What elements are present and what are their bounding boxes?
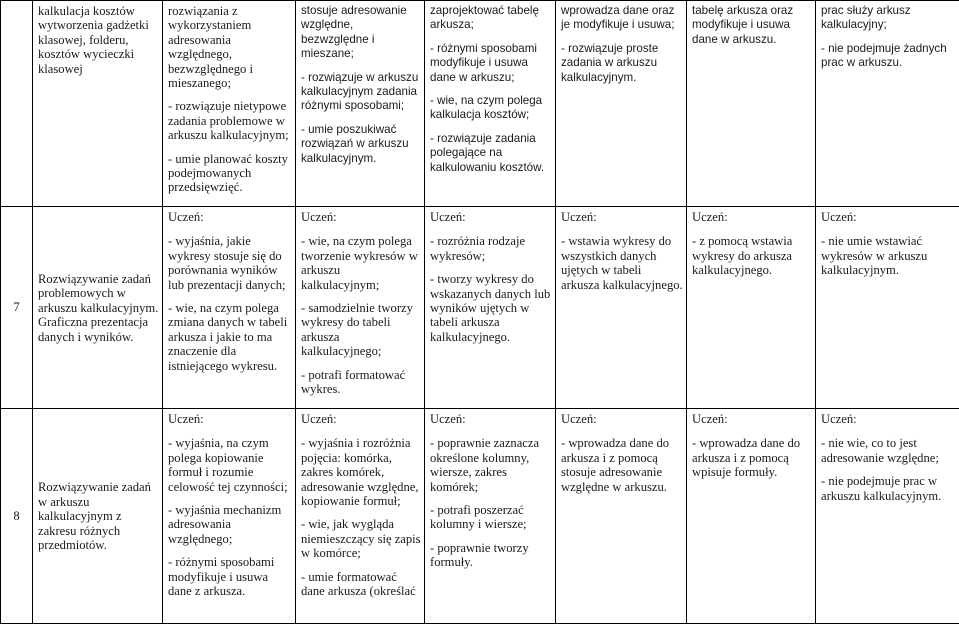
uczen-label: Uczeń: [168, 412, 292, 426]
criteria-item: - rozróżnia rodzaje wykresów; [430, 234, 552, 263]
criteria-item: tabelę arkusza oraz modyfikuje i usuwa dane w arkuszu. [692, 4, 812, 47]
criteria-item: wprowadza dane oraz je modyfikuje i usuwa; [561, 4, 683, 33]
uczen-label: Uczeń: [168, 210, 292, 224]
grade-cell-niedostateczna [816, 207, 959, 409]
criteria-item: - wyjaśnia i rozróżnia pojęcia: komórka, zakres komórek, adresowanie względne, kopiowanie formuł; [301, 436, 421, 508]
topic-text: Rozwiązywanie zadań w arkuszu kalkulacyjnym z zakresu różnych przedmiotów. [38, 480, 159, 552]
uczen-label: Uczeń: [561, 210, 683, 224]
grade-cell-dostateczna [556, 409, 687, 624]
criteria-item: - wyjaśnia, na czym polega kopiowanie formuł i rozumie celowość tej czynności; [168, 436, 292, 494]
criteria-item: - wie, na czym polega tworzenie wykresów w arkuszu kalkulacyjnym; [301, 234, 421, 292]
criteria-item: - tworzy wykresy do wskazanych danych lub wyników ujętych w tabeli arkusza kalkulacyjnego. [430, 272, 552, 344]
criteria-item: - z pomocą wstawia wykresy do arkusza kalkulacyjnego. [692, 234, 812, 277]
grade-cell-bardzo-dobra [296, 207, 425, 409]
uczen-label: Uczeń: [821, 412, 956, 426]
grade-cell-bardzo-dobra [296, 1, 425, 207]
uczen-label: Uczeń: [692, 210, 812, 224]
uczen-label: Uczeń: [821, 210, 956, 224]
uczen-label: Uczeń: [430, 412, 552, 426]
criteria-item: zaprojektować tabelę arkusza; [430, 4, 552, 33]
criteria-item: - wprowadza dane do arkusza i z pomocą wpisuje formuły. [692, 436, 812, 479]
grade-cell-dopuszczajaca [687, 207, 816, 409]
row-number [1, 1, 33, 207]
topic-cell [33, 1, 163, 207]
criteria-item: - różnymi sposobami modyfikuje i usuwa dane z arkusza. [168, 555, 292, 598]
criteria-item: - umie formatować dane arkusza (określać [301, 570, 421, 599]
criteria-item: - wie, na czym polega zmiana danych w tabeli arkusza i jakie to ma znaczenie dla istniejącego wykresu. [168, 301, 292, 373]
criteria-item: - wstawia wykresy do wszystkich danych ujętych w tabeli arkusza kalkulacyjnego. [561, 234, 683, 292]
criteria-item: - rozwiązuje w arkuszu kalkulacyjnym zadania różnymi sposobami; [301, 71, 421, 114]
uczen-label: Uczeń: [301, 412, 421, 426]
criteria-item: - wyjaśnia mechanizm adresowania względnego; [168, 503, 292, 546]
criteria-item: - różnymi sposobami modyfikuje i usuwa dane w arkuszu; [430, 42, 552, 85]
criteria-item: - nie umie wstawiać wykresów w arkuszu kalkulacyjnym. [821, 234, 956, 277]
criteria-item: - wyjaśnia, jakie wykresy stosuje się do porównania wyników lub prezentacji danych; [168, 234, 292, 292]
criteria-item: - rozwiązuje nietypowe zadania problemowe w arkuszu kalkulacyjnym; [168, 99, 292, 142]
criteria-item: - nie wie, co to jest adresowanie względne; [821, 436, 956, 465]
grade-cell-niedostateczna [816, 1, 959, 207]
grade-cell-dobra [425, 409, 556, 624]
row-number: 8 [1, 409, 33, 624]
grade-cell-bardzo-dobra [296, 409, 425, 624]
grade-cell-dostateczna [556, 207, 687, 409]
criteria-item: - wie, jak wygląda niemieszczący się zapis w komórce; [301, 517, 421, 560]
criteria-item: - potrafi poszerzać kolumny i wiersze; [430, 503, 552, 532]
criteria-item: - nie podejmuje żadnych prac w arkuszu. [821, 42, 956, 71]
grade-cell-dopuszczajaca [687, 409, 816, 624]
criteria-item: stosuje adresowanie względne, bezwzględne i mieszane; [301, 4, 421, 62]
grade-cell-niedostateczna [816, 409, 959, 624]
criteria-item: - potrafi formatować wykres. [301, 368, 421, 397]
criteria-item: - umie planować koszty podejmowanych przedsięwzięć. [168, 152, 292, 195]
uczen-label: Uczeń: [692, 412, 812, 426]
criteria-item: - rozwiązuje proste zadania w arkuszu kalkulacyjnym. [561, 42, 683, 85]
table-row [1, 207, 959, 409]
criteria-item: - nie podejmuje prac w arkuszu kalkulacyjnym. [821, 474, 956, 503]
table-row [1, 1, 959, 207]
criteria-item: rozwiązania z wykorzystaniem adresowania względnego, bezwzględnego i mieszanego; [168, 4, 292, 90]
criteria-item: - poprawnie zaznacza określone kolumny, wiersze, zakres komórek; [430, 436, 552, 494]
topic-text: Rozwiązywanie zadań problemowych w arkuszu kalkulacyjnym. Graficzna prezentacja danych i wyników. [38, 272, 159, 344]
grade-cell-dostateczna [556, 1, 687, 207]
row-number: 7 [1, 207, 33, 409]
uczen-label: Uczeń: [430, 210, 552, 224]
topic-cell [33, 207, 163, 409]
grade-cell-celujaca [163, 1, 296, 207]
grade-cell-dobra [425, 1, 556, 207]
criteria-item: - samodzielnie tworzy wykresy do tabeli arkusza kalkulacyjnego; [301, 301, 421, 359]
uczen-label: Uczeń: [301, 210, 421, 224]
grade-cell-dobra [425, 207, 556, 409]
criteria-item: - wie, na czym polega kalkulacja kosztów; [430, 94, 552, 123]
criteria-item: prac służy arkusz kalkulacyjny; [821, 4, 956, 33]
grade-cell-celujaca [163, 409, 296, 624]
uczen-label: Uczeń: [561, 412, 683, 426]
criteria-item: - umie poszukiwać rozwiązań w arkuszu kalkulacyjnym. [301, 123, 421, 166]
grade-cell-dopuszczajaca [687, 1, 816, 207]
topic-cell [33, 409, 163, 624]
table-row [1, 409, 959, 624]
criteria-item: - wprowadza dane do arkusza i z pomocą stosuje adresowanie względne w arkuszu. [561, 436, 683, 494]
criteria-item: - poprawnie tworzy formuły. [430, 541, 552, 570]
criteria-item: - rozwiązuje zadania polegające na kalkulowaniu kosztów. [430, 132, 552, 175]
grade-cell-celujaca [163, 207, 296, 409]
topic-text: kalkulacja kosztów wytworzenia gadżetki klasowej, folderu, kosztów wycieczki klasowej [38, 4, 159, 76]
